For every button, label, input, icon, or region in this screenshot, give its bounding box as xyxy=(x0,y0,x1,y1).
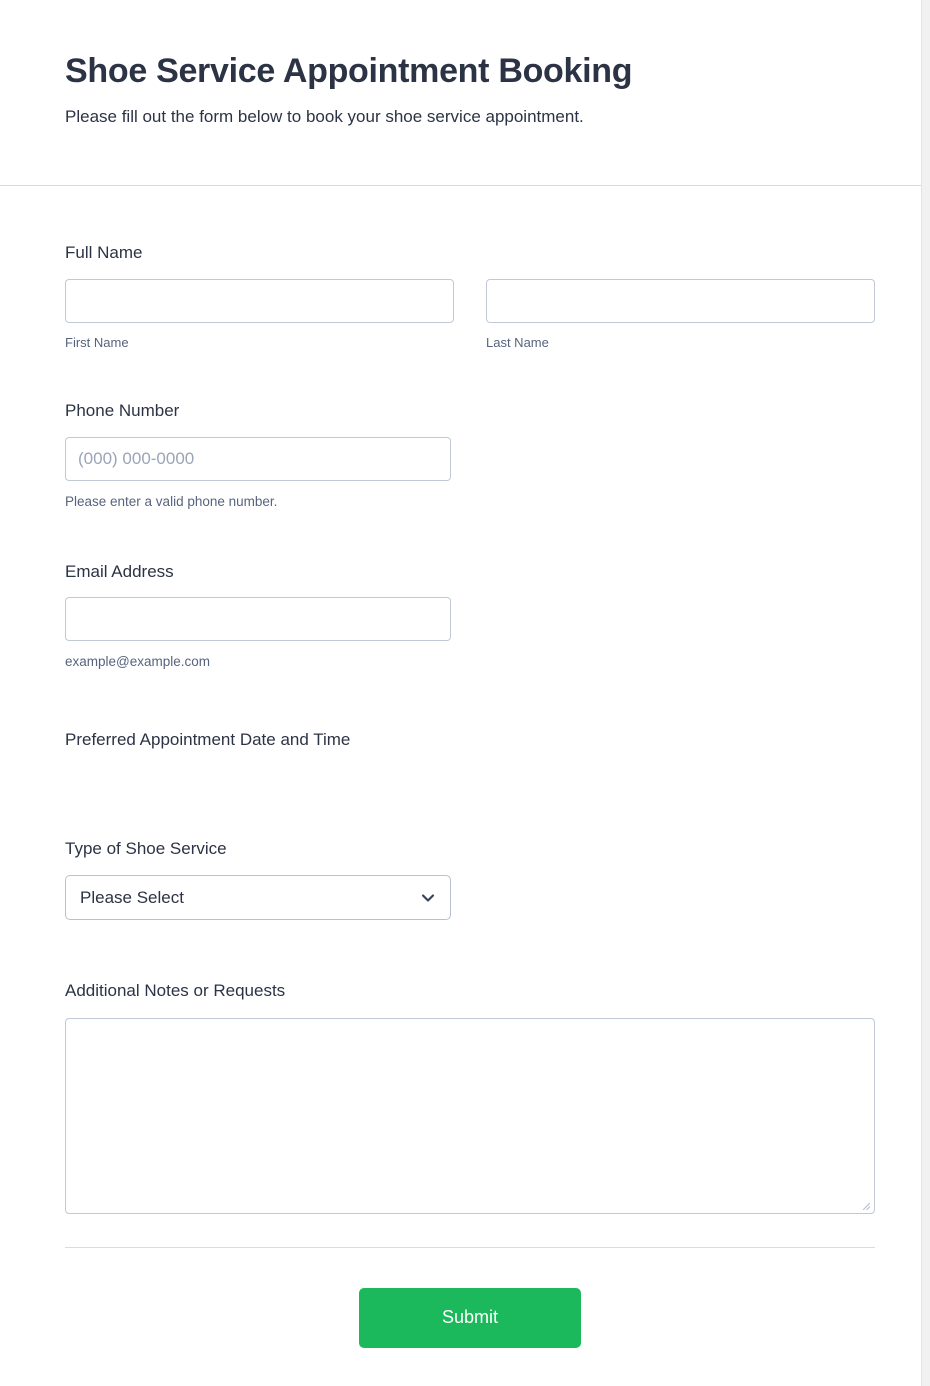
form-footer xyxy=(65,1247,875,1348)
full-name-label: Full Name xyxy=(65,243,143,262)
notes-textarea[interactable] xyxy=(65,1018,875,1214)
service-type-label: Type of Shoe Service xyxy=(65,839,227,858)
page-title: Shoe Service Appointment Booking xyxy=(65,52,633,90)
first-name-col xyxy=(65,279,454,350)
full-name-row xyxy=(65,279,875,350)
first-name-input[interactable] xyxy=(65,279,454,323)
form-header xyxy=(0,0,921,186)
first-name-sublabel: First Name xyxy=(65,335,129,351)
field-notes xyxy=(65,980,875,1213)
field-service-type xyxy=(65,838,875,920)
last-name-sublabel: Last Name xyxy=(486,335,549,351)
phone-input[interactable] xyxy=(65,437,451,481)
page-subtitle: Please fill out the form below to book your shoe service appointment. xyxy=(65,107,584,126)
email-input[interactable] xyxy=(65,597,451,641)
field-email xyxy=(65,561,875,669)
field-full-name xyxy=(65,242,875,350)
field-appointment-datetime xyxy=(65,729,875,750)
chevron-down-icon xyxy=(419,889,437,907)
form-body xyxy=(0,242,921,1348)
last-name-input[interactable] xyxy=(486,279,875,323)
notes-textarea-wrap xyxy=(65,1018,875,1214)
notes-label: Additional Notes or Requests xyxy=(65,981,286,1001)
submit-button[interactable]: Submit xyxy=(359,1288,581,1348)
field-phone xyxy=(65,400,875,508)
service-type-select[interactable] xyxy=(65,875,451,920)
email-label: Email Address xyxy=(65,561,174,581)
email-hint: example@example.com xyxy=(65,653,211,669)
right-edge-strip xyxy=(921,0,930,1386)
phone-label: Phone Number xyxy=(65,401,180,421)
appointment-label: Preferred Appointment Date and Time xyxy=(65,729,351,749)
service-type-selected-value: Please Select xyxy=(80,887,184,907)
last-name-col xyxy=(486,279,875,350)
phone-hint: Please enter a valid phone number. xyxy=(65,493,278,509)
